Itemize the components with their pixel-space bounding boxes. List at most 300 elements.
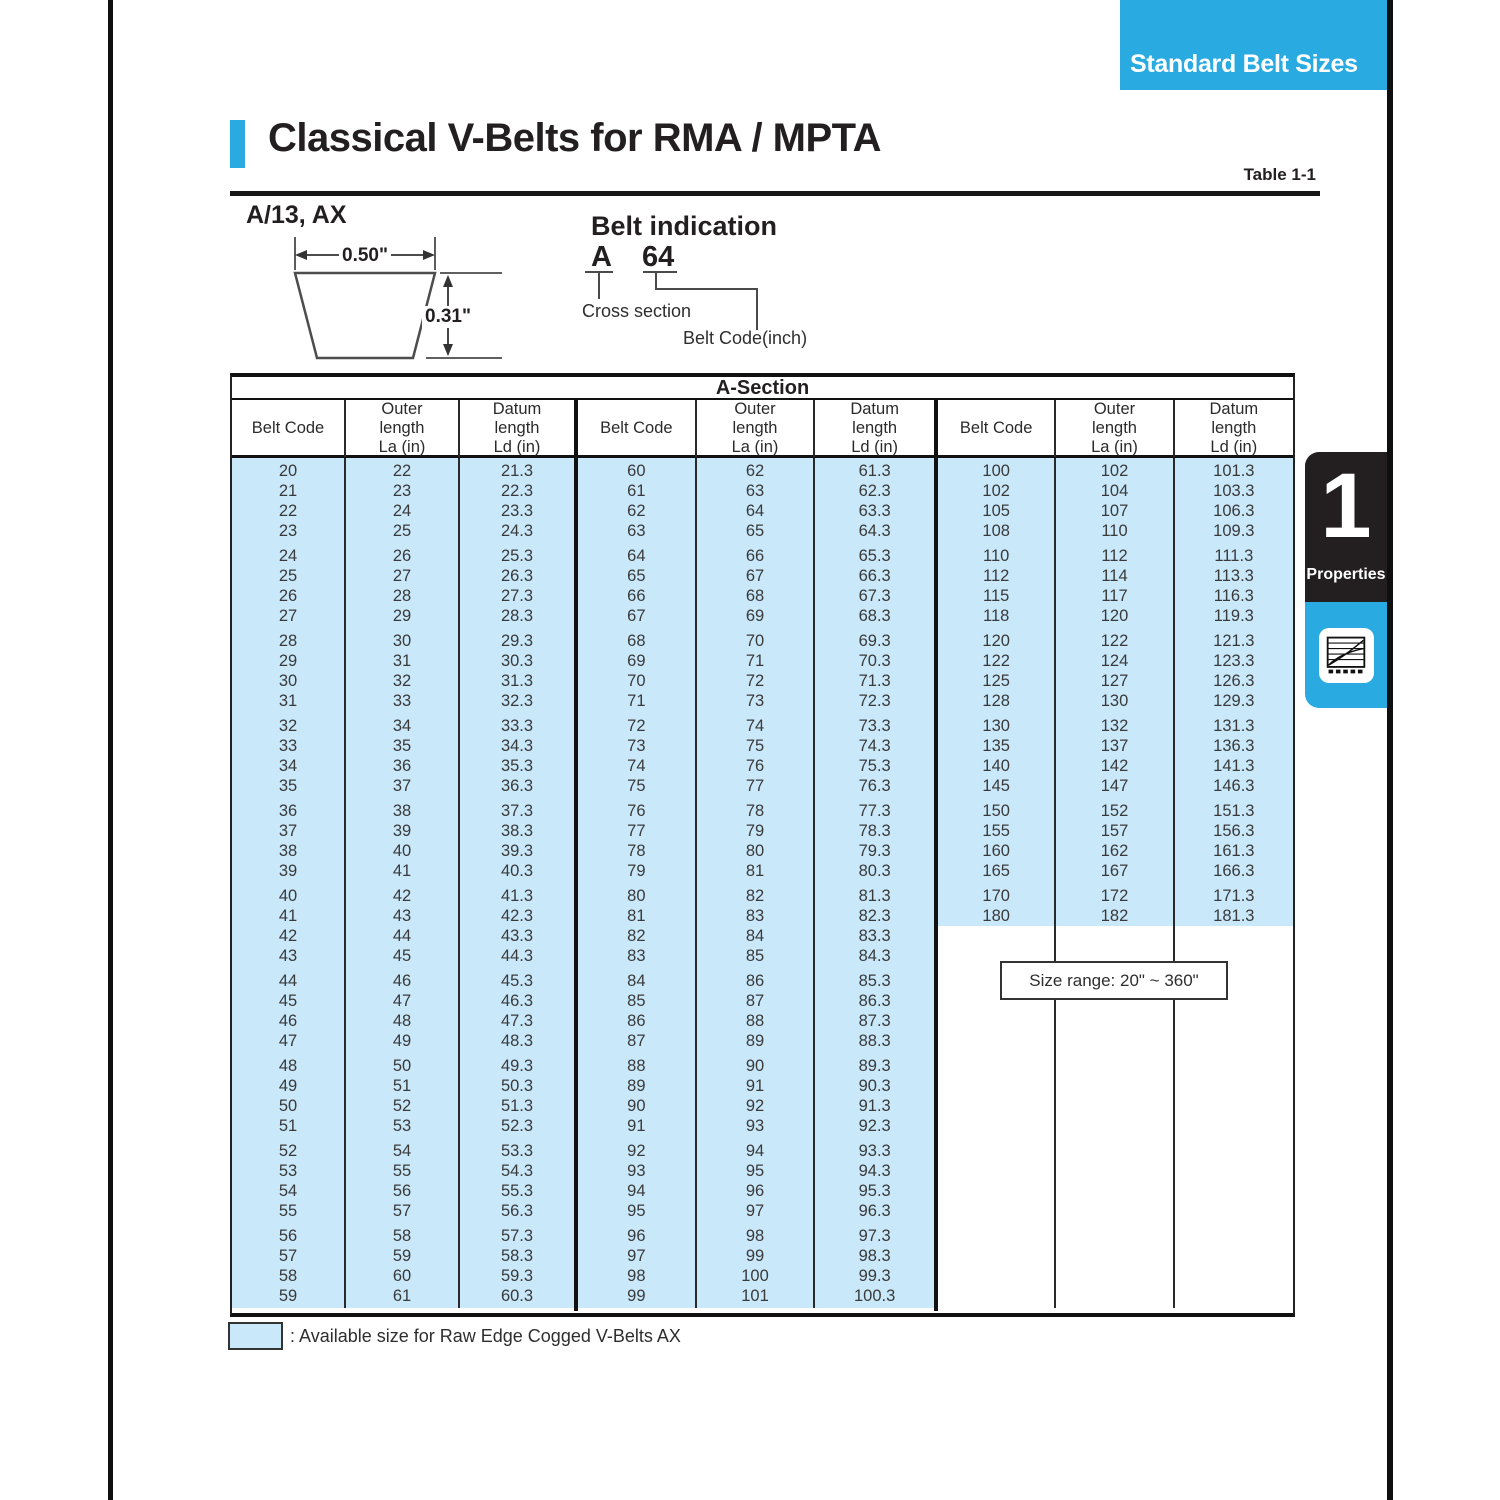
table-cell: 38: [392, 802, 412, 820]
table-cell: 129.3: [1213, 692, 1255, 710]
table-cell: 46.3: [500, 992, 534, 1010]
belt-size-table: [230, 373, 1295, 1317]
table-cell: 63: [627, 522, 646, 540]
table-cell: 87: [745, 992, 765, 1010]
table-cell: 74.3: [858, 737, 891, 755]
table-cell: 96: [745, 1182, 765, 1200]
table-cell: 71: [745, 652, 765, 670]
table-cell: 181.3: [1213, 907, 1255, 925]
table-cell: 113.3: [1213, 567, 1254, 585]
table-cell: 24: [278, 547, 298, 565]
table-cell: 82: [627, 927, 646, 945]
table-cell: 49.3: [500, 1057, 534, 1075]
belt-trapezoid-shape: [295, 273, 435, 358]
table-cell: 55: [392, 1162, 412, 1180]
table-cell: 65: [745, 522, 765, 540]
table-cell: 52.3: [500, 1117, 534, 1135]
table-cell: 83: [745, 907, 765, 925]
table-cell: 80: [627, 887, 646, 905]
table-cell: 60.3: [500, 1287, 534, 1305]
table-cell: 68: [745, 587, 765, 605]
table-cell: 61.3: [858, 462, 891, 480]
table-cell: 56: [392, 1182, 412, 1200]
table-cell: 171.3: [1213, 887, 1255, 905]
table-cell: 78: [745, 802, 765, 820]
table-cell: 36.3: [500, 777, 534, 795]
table-cell: 32: [392, 672, 412, 690]
highlighted-cells: [1175, 458, 1293, 926]
table-cell: 57: [392, 1202, 412, 1220]
table-cell: 79: [627, 862, 646, 880]
column-header: Belt Code: [938, 400, 1056, 457]
table-cell: 97: [627, 1247, 646, 1265]
up-arrowhead: [443, 275, 453, 287]
table-cell: 26: [392, 547, 412, 565]
table-cell: 40: [278, 887, 298, 905]
table-cell: 30: [392, 632, 412, 650]
table-cell: 86: [745, 972, 765, 990]
table-cell: 37: [392, 777, 412, 795]
table-cell: 26.3: [500, 567, 534, 585]
table-cell: 121.3: [1213, 632, 1255, 650]
table-cell: 107: [1100, 502, 1129, 520]
table-cell: 99: [627, 1287, 646, 1305]
column-header: Datum length Ld (in): [850, 400, 899, 456]
table-cell: 30: [278, 672, 298, 690]
table-cell: 48.3: [500, 1032, 534, 1050]
table-cell: 27: [278, 607, 298, 625]
highlighted-cells: [578, 458, 695, 1308]
table-cell: 48: [392, 1012, 412, 1030]
table-cell: 21.3: [500, 462, 534, 480]
table-cell: 70: [627, 672, 646, 690]
table-cell: 23.3: [500, 502, 534, 520]
title-accent-bar: [230, 120, 245, 168]
table-cell: 33: [278, 737, 298, 755]
table-cell: 59: [392, 1247, 412, 1265]
table-cell: 78: [627, 842, 646, 860]
table-cell: 72: [745, 672, 765, 690]
table-cell: 47.3: [500, 1012, 534, 1030]
table-cell: 62: [745, 462, 765, 480]
table-cell: 49: [392, 1032, 412, 1050]
table-cell: 162: [1100, 842, 1129, 860]
table-cell: 54.3: [500, 1162, 534, 1180]
table-cell: 65.3: [858, 547, 891, 565]
column-header: Outer length La (in): [697, 400, 816, 457]
table-cell: 39.3: [500, 842, 534, 860]
table-cell: 83: [627, 947, 646, 965]
legend-text: : Available size for Raw Edge Cogged V-Belts AX: [290, 1325, 681, 1346]
table-cell: 61: [392, 1287, 412, 1305]
table-cell: 39: [392, 822, 412, 840]
table-cell: 99: [745, 1247, 765, 1265]
table-cell: 94.3: [858, 1162, 891, 1180]
table-cell: 155: [982, 822, 1010, 840]
belt-section-code: A/13, AX: [246, 201, 347, 229]
table-cell: 29: [278, 652, 298, 670]
table-cell: 137: [1100, 737, 1129, 755]
column-header: Belt Code: [578, 400, 697, 457]
table-cell: 44: [278, 972, 298, 990]
highlighted-cells: [1056, 458, 1172, 926]
table-cell: 71: [627, 692, 646, 710]
highlighted-cells: [232, 458, 344, 1308]
table-cell: 38.3: [500, 822, 534, 840]
line-chart-icon: [1324, 633, 1368, 677]
table-cell: 82.3: [858, 907, 891, 925]
table-cell: 59.3: [500, 1267, 534, 1285]
table-cell: 24: [392, 502, 412, 520]
table-cell: 55: [278, 1202, 298, 1220]
table-cell: 115: [983, 587, 1010, 605]
height-dimension-label: 0.31": [422, 306, 474, 328]
table-cell: 45: [278, 992, 298, 1010]
table-cell: 95: [627, 1202, 646, 1220]
table-cell: 29: [392, 607, 412, 625]
chapter-tab: [1305, 452, 1387, 602]
size-range-note: Size range: 20" ~ 360": [1000, 961, 1228, 1000]
chapter-tab-icon-area: [1305, 602, 1387, 708]
table-cell: 131.3: [1213, 717, 1255, 735]
table-cell: 33: [392, 692, 412, 710]
table-cell: 77: [627, 822, 646, 840]
table-cell: 62: [627, 502, 646, 520]
table-cell: 79.3: [858, 842, 891, 860]
table-cell: 38: [278, 842, 298, 860]
table-cell: 57: [278, 1247, 298, 1265]
legend: [228, 1322, 681, 1350]
right-arrowhead: [423, 250, 435, 260]
table-cell: 77: [745, 777, 765, 795]
standard-belt-sizes-tab: [1120, 0, 1387, 90]
table-cell: 22.3: [500, 482, 534, 500]
table-cell: 45.3: [500, 972, 534, 990]
table-cell: 99.3: [858, 1267, 891, 1285]
table-cell: 51: [392, 1077, 412, 1095]
table-cell: 21: [278, 482, 298, 500]
table-cell: 106.3: [1213, 502, 1255, 520]
column-header: Outer length La (in): [346, 400, 460, 457]
table-cell: 77.3: [858, 802, 891, 820]
table-cell: 22: [278, 502, 298, 520]
table-cell: 150: [982, 802, 1010, 820]
table-cell: 44.3: [500, 947, 534, 965]
table-cell: 86: [627, 1012, 646, 1030]
table-cell: 53: [392, 1117, 412, 1135]
table-cell: 22: [392, 462, 412, 480]
table-cell: 56: [278, 1227, 298, 1245]
table-cell: 141.3: [1213, 757, 1255, 775]
table-section-title: A-Section: [232, 377, 1293, 400]
table-cell: 124: [1100, 652, 1129, 670]
table-cell: 49: [278, 1077, 298, 1095]
table-cell: 180: [982, 907, 1010, 925]
table-cell: 50: [278, 1097, 298, 1115]
table-cell: 52: [278, 1142, 298, 1160]
table-cell: 31: [392, 652, 412, 670]
table-cell: 61: [627, 482, 646, 500]
table-cell: 65: [627, 567, 646, 585]
table-cell: 33.3: [500, 717, 534, 735]
table-cell: 117: [1101, 587, 1128, 605]
table-cell: 122: [1100, 632, 1129, 650]
table-cell: 172: [1100, 887, 1129, 905]
table-cell: 58.3: [500, 1247, 534, 1265]
page-title: Classical V-Belts for RMA / MPTA: [268, 116, 882, 160]
table-cell: 104: [1100, 482, 1129, 500]
table-cell: 88: [627, 1057, 646, 1075]
table-cell: 102: [1100, 462, 1129, 480]
table-cell: 58: [278, 1267, 298, 1285]
table-cell: 69.3: [858, 632, 891, 650]
chart-icon-box: [1319, 628, 1374, 683]
table-cell: 27: [392, 567, 412, 585]
table-cell: 36: [278, 802, 298, 820]
table-cell: 25: [278, 567, 298, 585]
table-cell: 85: [745, 947, 765, 965]
table-cell: 127: [1100, 672, 1129, 690]
belt-indication-heading: Belt indication: [591, 211, 778, 241]
table-cell: 100: [741, 1267, 769, 1285]
table-column: [1175, 458, 1293, 1308]
table-cell: 75.3: [858, 757, 891, 775]
table-cell: 126.3: [1213, 672, 1255, 690]
table-cell: 76: [627, 802, 646, 820]
table-cell: 66: [745, 547, 765, 565]
table-cell: 110: [1101, 522, 1128, 540]
table-cell: 51: [278, 1117, 298, 1135]
table-cell: 82: [745, 887, 765, 905]
belt-code-label: Belt Code(inch): [683, 328, 808, 348]
table-cell: 75: [745, 737, 765, 755]
table-cell: 80: [745, 842, 765, 860]
table-cell: 52: [392, 1097, 412, 1115]
table-cell: 60: [627, 462, 646, 480]
table-cell: 95.3: [858, 1182, 891, 1200]
table-cell: 93.3: [858, 1142, 891, 1160]
cross-section-value: A: [591, 241, 612, 273]
table-cell: 90.3: [858, 1077, 891, 1095]
table-cell: 41: [392, 862, 412, 880]
table-cell: 83.3: [858, 927, 891, 945]
table-cell: 94: [745, 1142, 765, 1160]
table-cell: 125: [982, 672, 1010, 690]
table-cell: 70.3: [858, 652, 891, 670]
table-cell: 55.3: [500, 1182, 534, 1200]
table-cell: 167: [1100, 862, 1129, 880]
table-cell: 50: [392, 1057, 412, 1075]
table-cell: 87.3: [858, 1012, 891, 1030]
table-cell: 41: [278, 907, 298, 925]
table-cell: 84.3: [858, 947, 891, 965]
table-cell: 120: [1100, 607, 1129, 625]
table-cell: 110: [983, 547, 1010, 565]
down-arrowhead: [443, 344, 453, 356]
table-column: [938, 458, 1056, 1308]
table-cell: 76: [745, 757, 765, 775]
table-cell: 28.3: [500, 607, 534, 625]
belt-code-value: 64: [641, 241, 675, 273]
table-cell: 25.3: [500, 547, 534, 565]
table-cell: 119.3: [1213, 607, 1254, 625]
table-cell: 88: [745, 1012, 765, 1030]
table-cell: 43: [278, 947, 298, 965]
table-cell: 68.3: [858, 607, 891, 625]
table-cell: 28: [392, 587, 412, 605]
table-cell: 40: [392, 842, 412, 860]
chapter-number: 1: [1320, 455, 1372, 557]
table-cell: 56.3: [500, 1202, 534, 1220]
table-cell: 46: [392, 972, 412, 990]
legend-swatch: [228, 1322, 283, 1350]
table-cell: 66: [627, 587, 646, 605]
table-cell: 92: [745, 1097, 765, 1115]
table-cell: 43: [392, 907, 412, 925]
table-group-2: [578, 400, 938, 1311]
table-cell: 116.3: [1213, 587, 1254, 605]
table-cell: 152: [1100, 802, 1129, 820]
table-cell: 98: [745, 1227, 765, 1245]
table-cell: 72.3: [858, 692, 891, 710]
table-cell: 90: [627, 1097, 646, 1115]
table-cell: 50.3: [500, 1077, 534, 1095]
table-cell: 73.3: [858, 717, 891, 735]
table-cell: 97.3: [858, 1227, 891, 1245]
highlighted-cells: [460, 458, 574, 1308]
table-cell: 48: [278, 1057, 298, 1075]
table-cell: 35: [278, 777, 298, 795]
table-cell: 72: [627, 717, 646, 735]
table-cell: 109.3: [1213, 522, 1255, 540]
column-header: Belt Code: [232, 400, 346, 457]
table-column: [578, 458, 697, 1308]
table-cell: 32: [278, 717, 298, 735]
table-cell: 71.3: [858, 672, 891, 690]
table-cell: 40.3: [500, 862, 534, 880]
table-cell: 75: [627, 777, 646, 795]
table-cell: 157: [1100, 822, 1129, 840]
table-cell: 47: [278, 1032, 298, 1050]
table-cell: 92.3: [858, 1117, 891, 1135]
table-cell: 81: [745, 862, 765, 880]
table-cell: 20: [278, 462, 298, 480]
table-cell: 54: [278, 1182, 298, 1200]
table-column: [815, 458, 934, 1308]
table-cell: 43.3: [500, 927, 534, 945]
table-cell: 170: [982, 887, 1010, 905]
title-rule: [230, 191, 1320, 196]
table-column: [346, 458, 460, 1308]
table-cell: 89.3: [858, 1057, 891, 1075]
table-cell: 135: [982, 737, 1010, 755]
table-cell: 42: [278, 927, 298, 945]
table-cell: 120: [982, 632, 1010, 650]
highlighted-cells: [697, 458, 814, 1308]
table-cell: 91: [745, 1077, 765, 1095]
table-cell: 81.3: [858, 887, 891, 905]
table-cell: 62.3: [858, 482, 891, 500]
table-group-3: [938, 400, 1293, 1311]
table-cell: 63.3: [858, 502, 891, 520]
table-cell: 98.3: [858, 1247, 891, 1265]
table-cell: 76.3: [858, 777, 891, 795]
table-cell: 86.3: [858, 992, 891, 1010]
left-arrowhead: [295, 250, 307, 260]
table-cell: 101: [741, 1287, 769, 1305]
table-cell: 36: [392, 757, 412, 775]
table-cell: 130: [982, 717, 1010, 735]
table-cell: 64.3: [858, 522, 891, 540]
highlighted-cells: [815, 458, 934, 1308]
table-cell: 46: [278, 1012, 298, 1030]
table-cell: 146.3: [1213, 777, 1255, 795]
table-cell: 74: [627, 757, 646, 775]
table-cell: 63: [745, 482, 765, 500]
table-cell: 84: [745, 927, 765, 945]
table-cell: 136.3: [1213, 737, 1255, 755]
table-cell: 58: [392, 1227, 412, 1245]
table-cell: 34: [278, 757, 298, 775]
table-cell: 96.3: [858, 1202, 891, 1220]
table-cell: 166.3: [1213, 862, 1255, 880]
table-cell: 108: [982, 522, 1010, 540]
table-cell: 53: [278, 1162, 298, 1180]
table-cell: 92: [627, 1142, 646, 1160]
table-cell: 67.3: [858, 587, 891, 605]
table-cell: 87: [627, 1032, 646, 1050]
table-cell: 31: [278, 692, 298, 710]
table-cell: 31.3: [500, 672, 534, 690]
table-cell: 70: [745, 632, 765, 650]
table-cell: 89: [627, 1077, 646, 1095]
table-cell: 140: [982, 757, 1010, 775]
table-cell: 23: [392, 482, 412, 500]
table-cell: 90: [745, 1057, 765, 1075]
corner-tab-label: Standard Belt Sizes: [1130, 50, 1358, 78]
table-cell: 123.3: [1213, 652, 1255, 670]
table-cell: 161.3: [1213, 842, 1255, 860]
table-cell: 85: [627, 992, 646, 1010]
table-cell: 30.3: [500, 652, 534, 670]
table-cell: 128: [982, 692, 1010, 710]
table-cell: 132: [1100, 717, 1129, 735]
table-cell: 122: [982, 652, 1010, 670]
table-cell: 142: [1100, 757, 1129, 775]
table-cell: 147: [1100, 777, 1129, 795]
table-cell: 64: [627, 547, 646, 565]
table-cell: 64: [745, 502, 765, 520]
table-cell: 42.3: [500, 907, 534, 925]
table-grid: [232, 400, 1293, 1311]
table-cell: 111.3: [1214, 547, 1254, 565]
table-column: [1056, 458, 1174, 1308]
table-reference-label: Table 1-1: [1243, 165, 1316, 184]
table-cell: 59: [278, 1287, 298, 1305]
table-cell: 84: [627, 972, 646, 990]
table-cell: 69: [627, 652, 646, 670]
table-cell: 156.3: [1213, 822, 1255, 840]
table-cell: 67: [627, 607, 646, 625]
table-cell: 53.3: [500, 1142, 534, 1160]
column-header: Datum length Ld (in): [492, 400, 542, 456]
highlighted-cells: [346, 458, 458, 1308]
table-cell: 130: [1100, 692, 1129, 710]
table-cell: 34: [392, 717, 412, 735]
table-cell: 45: [392, 947, 412, 965]
table-cell: 26: [278, 587, 298, 605]
table-cell: 44: [392, 927, 412, 945]
